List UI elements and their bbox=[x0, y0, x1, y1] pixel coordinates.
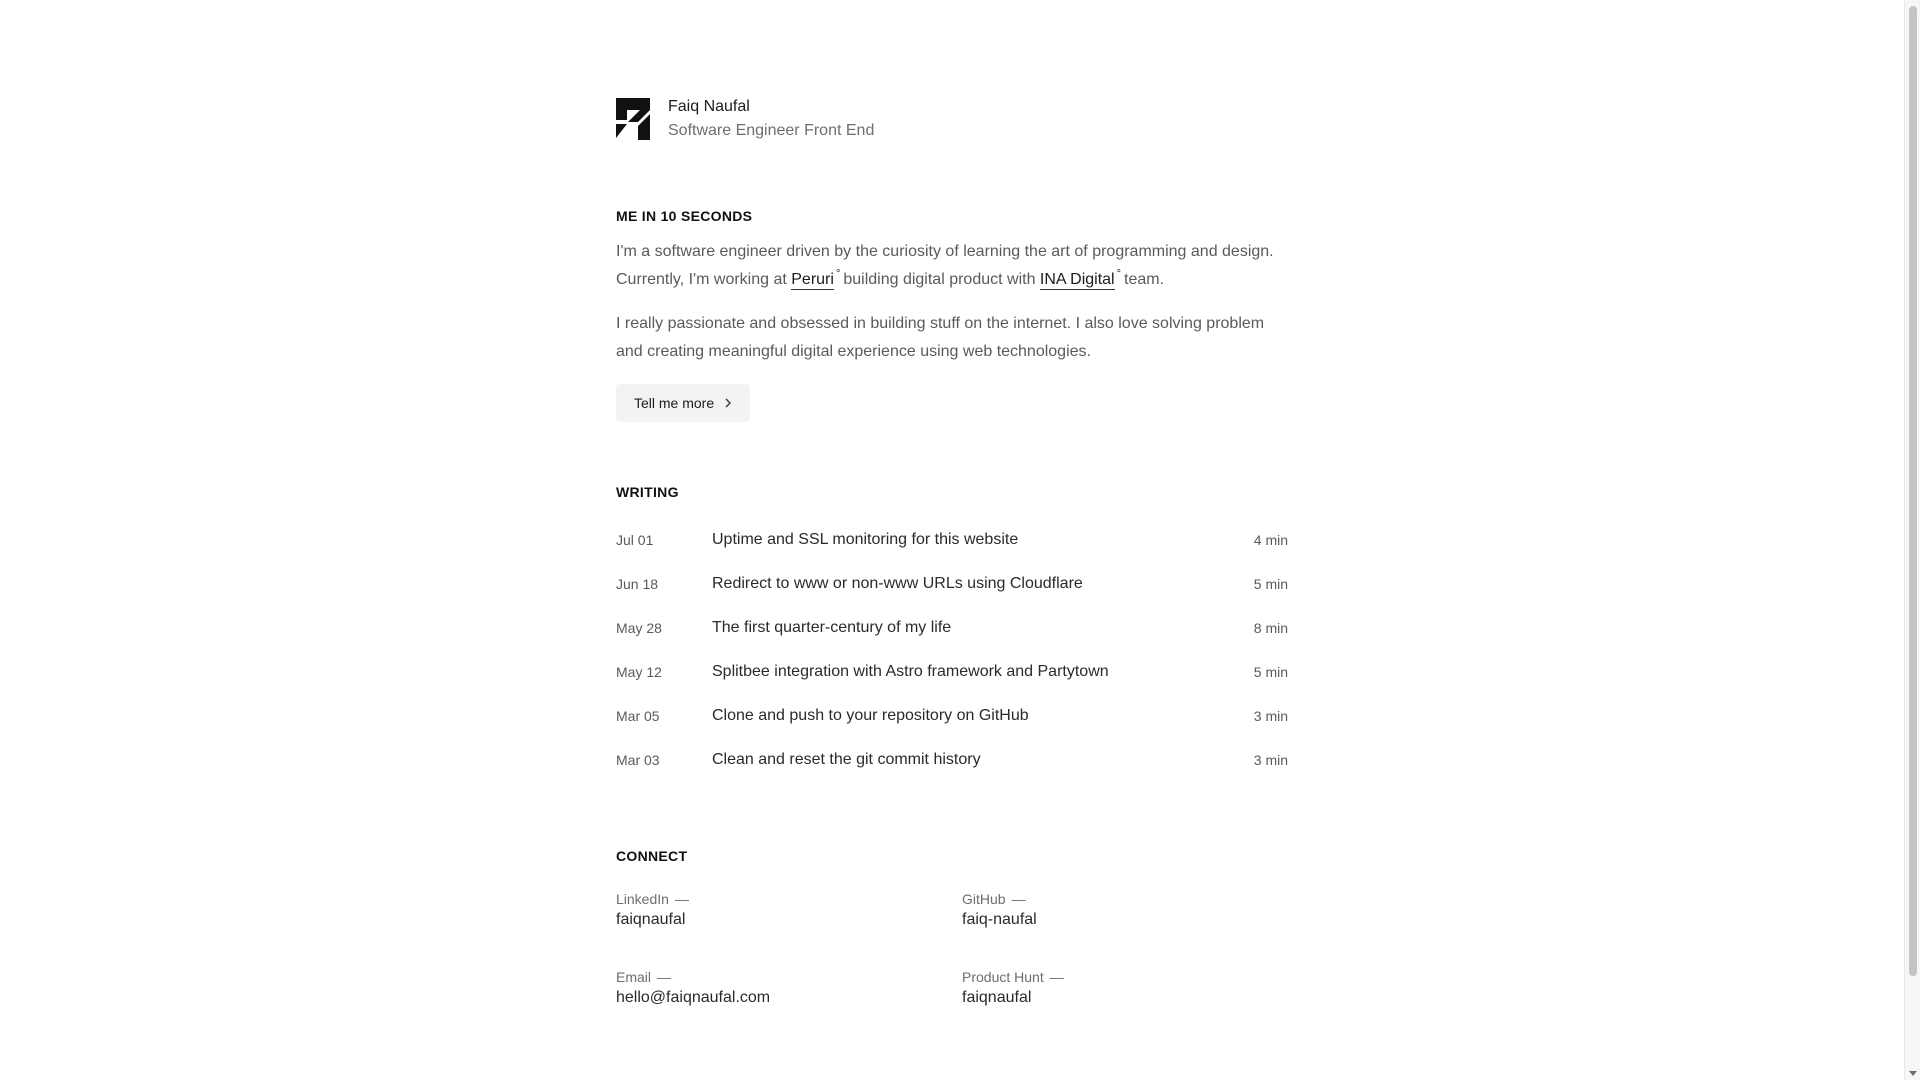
tell-me-more-label: Tell me more bbox=[634, 395, 715, 411]
contact-linkedin bbox=[616, 890, 962, 932]
post-title[interactable]: Clean and reset the git commit history bbox=[712, 751, 981, 768]
site-header bbox=[616, 96, 1288, 142]
post-date: May 12 bbox=[616, 664, 662, 680]
fn-monogram-icon[interactable] bbox=[616, 98, 650, 140]
contact-label bbox=[616, 968, 962, 986]
header-text bbox=[668, 96, 874, 142]
post-read-time: 8 min bbox=[1253, 620, 1288, 636]
intro-text-middle: building digital product with bbox=[843, 271, 1040, 288]
post-date: Jun 18 bbox=[616, 576, 659, 592]
connect-section-title: CONNECT bbox=[616, 848, 688, 864]
contact-label-text: LinkedIn bbox=[616, 891, 669, 907]
tell-me-more-button[interactable] bbox=[616, 384, 750, 422]
post-title[interactable]: The first quarter-century of my life bbox=[712, 619, 952, 636]
intro-text-start: I'm a software engineer driven by the curiosity of learning the art of programming and design. Currently, I'm working at bbox=[616, 243, 1274, 288]
post-item[interactable] bbox=[616, 518, 1288, 562]
post-date: Mar 03 bbox=[616, 752, 660, 768]
post-read-time: 3 min bbox=[1253, 752, 1288, 768]
post-date: Jul 01 bbox=[616, 532, 654, 548]
main-content bbox=[616, 96, 1288, 1010]
post-date: May 28 bbox=[616, 620, 662, 636]
post-title[interactable]: Splitbee integration with Astro framework and Partytown bbox=[712, 663, 1109, 680]
github-link[interactable]: faiq-naufal bbox=[962, 911, 1037, 928]
writing-section-title: WRITING bbox=[616, 484, 679, 500]
scrollbar-thumb[interactable] bbox=[1909, 6, 1917, 976]
post-title[interactable]: Clone and push to your repository on GitHub bbox=[712, 707, 1029, 724]
post-item[interactable] bbox=[616, 694, 1288, 738]
writing-section bbox=[616, 484, 1288, 782]
product-hunt-link[interactable]: faiqnaufal bbox=[962, 989, 1032, 1006]
contact-github bbox=[962, 890, 1288, 932]
post-read-time: 3 min bbox=[1253, 708, 1288, 724]
intro-paragraph-1 bbox=[616, 238, 1288, 294]
contact-email bbox=[616, 968, 962, 1010]
contact-product-hunt bbox=[962, 968, 1288, 1010]
post-read-time: 5 min bbox=[1253, 576, 1288, 592]
contact-label bbox=[962, 890, 1288, 908]
contact-label-text: GitHub bbox=[962, 891, 1006, 907]
contact-label-text: Email bbox=[616, 969, 652, 985]
posts-list bbox=[616, 518, 1288, 782]
post-title[interactable]: Redirect to www or non-www URLs using Cloudflare bbox=[712, 575, 1083, 592]
chevron-right-icon bbox=[724, 397, 732, 409]
post-item[interactable] bbox=[616, 606, 1288, 650]
site-owner-name[interactable]: Faiq Naufal bbox=[668, 98, 750, 115]
intro-paragraph-2: I really passionate and obsessed in building stuff on the internet. I also love solving problem and creating meaningful digital experience using web technologies. bbox=[616, 315, 1265, 360]
post-read-time: 4 min bbox=[1253, 532, 1288, 548]
contact-dash: — bbox=[1011, 891, 1026, 907]
ina-digital-link[interactable]: INA Digital bbox=[1039, 271, 1115, 288]
scroll-down-arrow-icon[interactable] bbox=[1909, 1071, 1917, 1076]
contact-label bbox=[616, 890, 962, 908]
contact-dash: — bbox=[1049, 969, 1064, 985]
intro-section-title: ME IN 10 SECONDS bbox=[616, 208, 753, 224]
connect-section bbox=[616, 848, 1288, 1010]
external-link-marker: ° bbox=[835, 268, 841, 280]
post-item[interactable] bbox=[616, 650, 1288, 694]
post-item[interactable] bbox=[616, 562, 1288, 606]
vertical-scrollbar[interactable] bbox=[1904, 0, 1920, 1080]
post-date: Mar 05 bbox=[616, 708, 660, 724]
external-link-marker: ° bbox=[1116, 268, 1122, 280]
email-link[interactable]: hello@faiqnaufal.com bbox=[616, 989, 771, 1006]
contact-dash: — bbox=[657, 969, 672, 985]
peruri-link[interactable]: Peruri bbox=[791, 271, 834, 288]
post-item[interactable] bbox=[616, 738, 1288, 782]
post-read-time: 5 min bbox=[1253, 664, 1288, 680]
linkedin-link[interactable]: faiqnaufal bbox=[616, 911, 686, 928]
post-title[interactable]: Uptime and SSL monitoring for this website bbox=[712, 531, 1019, 548]
intro-section bbox=[616, 208, 1288, 422]
site-owner-role: Software Engineer Front End bbox=[668, 122, 875, 139]
contact-label bbox=[962, 968, 1288, 986]
contacts-grid bbox=[616, 890, 1288, 1010]
intro-text-end: team. bbox=[1124, 271, 1165, 288]
contact-dash: — bbox=[674, 891, 689, 907]
contact-label-text: Product Hunt bbox=[962, 969, 1044, 985]
